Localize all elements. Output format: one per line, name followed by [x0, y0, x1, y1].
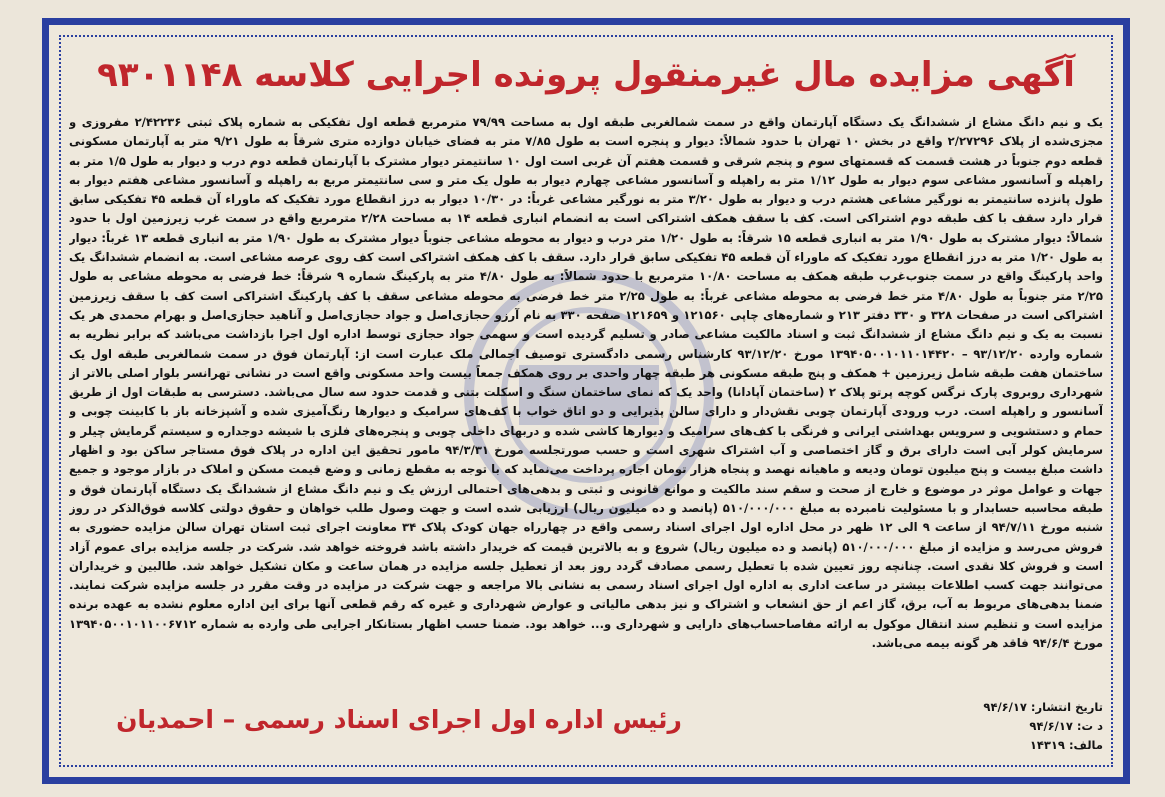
notice-title: آگهی مزایده مال غیرمنقول پرونده اجرایی کلاسه ۹۳۰۱۱۴۸	[97, 55, 1075, 95]
malef-code: مالف: ۱۴۳۱۹	[1029, 738, 1103, 752]
notice-body: یک و نیم دانگ مشاع از ششدانگ یک دستگاه آپارتمان واقع در سمت شمالغربی طبقه اول به مساحت ۷۹/۹۹ مترمربع قطعه اول تفکیکی به شماره پلاک ثبتی ۲/۴۲۲۳۶ مفروزی و مجزی‌شده از پلاک ۲/۲۷۲۹۶ واقع در بخش ۱۰ تهران با حدود شمالاً: دیوار و پنجره است به طول ۷/۸۵ متر به فضای خیابان دوازده متری شرقاً به طول ۹/۲۱ متر به آپارتمان مسکونی قطعه دوم جنوباً در هشت قسمت که قسمتهای سوم و پنجم شرقی و قسمت هفتم آن غربی است اول ۱۰ سانتیمتر دیوار مشترک با آپارتمان قطعه دوم درب و دیوار به طول ۱/۵ متر به راهپله و آسانسور مشاعی سوم دیوار به طول ۱/۱۲ متر به راهپله و آسانسور مشاعی چهارم دیوار به طول یک متر و سی سانتیمتر مربع به راهپله و آسانسور مشاعی هفتم دیوار به طول پانزده سانتیمتر به نورگیر مشاعی هشتم درب و دیوار به طول ۳/۲۰ متر به نورگیر مشاعی غرباً: در ۱۰/۳۰ دیوار به درز انقطاع مورد تفکیک که ماوراء آن قطعه ۴۵ تفکیکی سابق قرار دارد سقف با کف طبقه دوم اشتراکی است. کف با سقف همکف اشتراکی است به انضمام انباری قطعه ۱۴ به مساحت ۲/۲۸ مترمربع واقع در سمت غرب زیرزمین اول با حدود شمالاً: دیوار مشترک به طول ۱/۹۰ متر به انباری قطعه ۱۵ شرقاً: به طول ۱/۲۰ متر درب و دیوار به محوطه مشاعی جنوباً دیوار مشترک به طول ۱/۹۰ متر به انباری قطعه ۱۳ غرباً: دیوار به طول ۱/۲۰ متر به درز انقطاع مورد تفکیک که ماوراء آن قطعه ۴۵ تفکیکی سابق قرار دارد. سقف با کف همکف اشتراکی است کف روی عرصه مشاعی است. به انضمام ششدانگ یک واحد پارکینگ واقع در سمت جنوب‌غرب طبقه همکف به مساحت ۱۰/۸۰ مترمربع با حدود شمالاً: به طول ۴/۸۰ متر به پارکینگ شماره ۹ شرقاً: خط فرضی به محوطه مشاعی به طول ۲/۲۵ متر جنوباً به طول ۴/۸۰ متر خط فرضی به محوطه مشاعی غرباً: به طول ۲/۲۵ متر خط فرضی به محوطه مشاعی سقف با کف پارکینگ اشتراکی است کف با سقف زیرزمین اشتراکی است در صفحات ۳۲۸ و ۳۳۰ دفتر ۲۱۳ و شماره‌های چاپی ۱۲۱۵۶۰ و ۱۲۱۶۵۹ صفحه ۳۳۰ به نام آرزو حجازی‌اصل و جواد حجازی‌اصل و آناهید حجازی‌اصل و بهرام محمدی هر یک نسبت به یک و نیم دانگ مشاع از ششدانگ ثبت و اسناد مالکیت مشاعی صادر و تسلیم گردیده است و سهمی جواد حجازی توسط اداره اول اجرا بازداشت می‌باشد که برابر نظریه به شماره وارده ۹۳/۱۲/۲۰ – ۱۳۹۴۰۵۰۰۱۰۱۱۰۱۴۴۲۰ مورخ ۹۳/۱۲/۲۰ کارشناس رسمی دادگستری توصیف اجمالی ملک عبارت است از: آپارتمان فوق در سمت شمالغربی طبقه اول یک ساختمان هفت طبقه شامل زیرزمین + همکف و پنج طبقه مسکونی هر طبقه چهار واحدی بر روی همکف جمعاً بیست واحد مسکونی واقع است در نشانی تهرانسر بلوار اصلی بالاتر از شهرداری روبروی پارک نرگس کوچه پرتو پلاک ۲ (ساختمان آپادانا) واحد یک که نمای ساختمان سنگ و اسکلت بتنی و قدمت حدود سه سال می‌باشد. دسترسی به طبقات اول از طریق آسانسور و راهپله است. درب ورودی آپارتمان چوبی نقش‌دار و دارای سالن پذیرایی و دو اتاق خواب با کف‌های سرامیک و دیوارها رنگ‌آمیزی شده و آشپزخانه باز با کابینت چوبی و حمام و دستشویی و سرویس بهداشتی ایرانی و فرنگی با کف‌های سرامیک و دیوارها کاشی شده و دربهای داخلی چوبی و پنجره‌های فلزی با شیشه دوجداره و سیستم گرمایش چیلر و سرمایش کولر آبی است دارای برق و گاز اختصاصی و آب اشتراک شهری است و حسب صورتجلسه مورخ ۹۴/۳/۳۱ مامور تحقیق این اداره در پلاک فوق مستاجر ساکن بود و اظهار داشت مبلغ بیست و پنج میلیون تومان ودیعه و ماهیانه نهصد و پنجاه هزار تومان اجاره پرداخت می‌نماید که با توجه به مقطع زمانی و وضع قیمت مسکن و املاک در بازار موجود و جمیع جهات و عوامل موثر در موضوع و خارج از صحت و سقم سند مالکیت و موانع قانونی و ثبتی و بدهی‌های احتمالی ارزش یک و نیم دانگ مشاع از ششدانگ یک دستگاه آپارتمان فوق و طبقه محاسبه حسابدار و با مسئولیت نامبرده به مبلغ ۵۱۰/۰۰۰/۰۰۰ (پانصد و ده میلیون ریال) ارزیابی شده است و جهت وصول طلب خواهان و حقوق دولتی کلاسه فوق‌الذکر در روز شنبه مورخ ۹۴/۷/۱۱ از ساعت ۹ الی ۱۲ ظهر در محل اداره اول اجرای اسناد رسمی واقع در چهارراه جهان کودک پلاک ۳۴ معاونت اجرای ثبت استان تهران سالن مزایده حضوری به فروش می‌رسد و مزایده از مبلغ ۵۱۰/۰۰۰/۰۰۰ (پانصد و ده میلیون ریال) شروع و به بالاترین قیمت که خریدار داشته باشد فروخته خواهد شد. شرکت در جلسه مزایده برای عموم آزاد است و فروش کلا نقدی است. چنانچه روز تعیین شده با تعطیل رسمی مصادف گردد روز بعد از تعطیل جلسه مزایده در همان ساعت و مکان تشکیل خواهد شد. طالبین و خریداران می‌توانند جهت کسب اطلاعات بیشتر در ساعت اداری به اداره اول اجرای اسناد رسمی به نشانی بالا مراجعه و جهت شرکت در مزایده در وقت مقرر در جلسه مزایده شرکت نمایند. ضمنا بدهی‌های مربوط به آب، برق، گاز اعم از حق انشعاب و اشتراک و نیز بدهی مالیاتی و عوارض شهرداری و غیره که رقم قطعی آنها برای این اداره معلوم نشده به عهده برنده مزایده است و تنظیم سند انتقال موکول به ارائه مفاصاحساب‌های دارایی و شهرداری و... خواهد بود. ضمنا حسب اظهار بستانکار اجرایی طی وارده به شماره ۱۳۹۴۰۵۰۰۱۰۱۱۰۰۶۷۱۲ مورخ ۹۴/۶/۴ فاقد هر گونه بیمه می‌باشد.	[69, 115, 1103, 651]
dt-code: د ت: ۹۴/۶/۱۷	[1029, 719, 1103, 733]
signature-line: رئیس اداره اول اجرای اسناد رسمی – احمدیان	[116, 705, 682, 734]
publish-date: تاریخ انتشار: ۹۴/۶/۱۷	[983, 700, 1103, 714]
notice-frame	[42, 18, 1130, 784]
